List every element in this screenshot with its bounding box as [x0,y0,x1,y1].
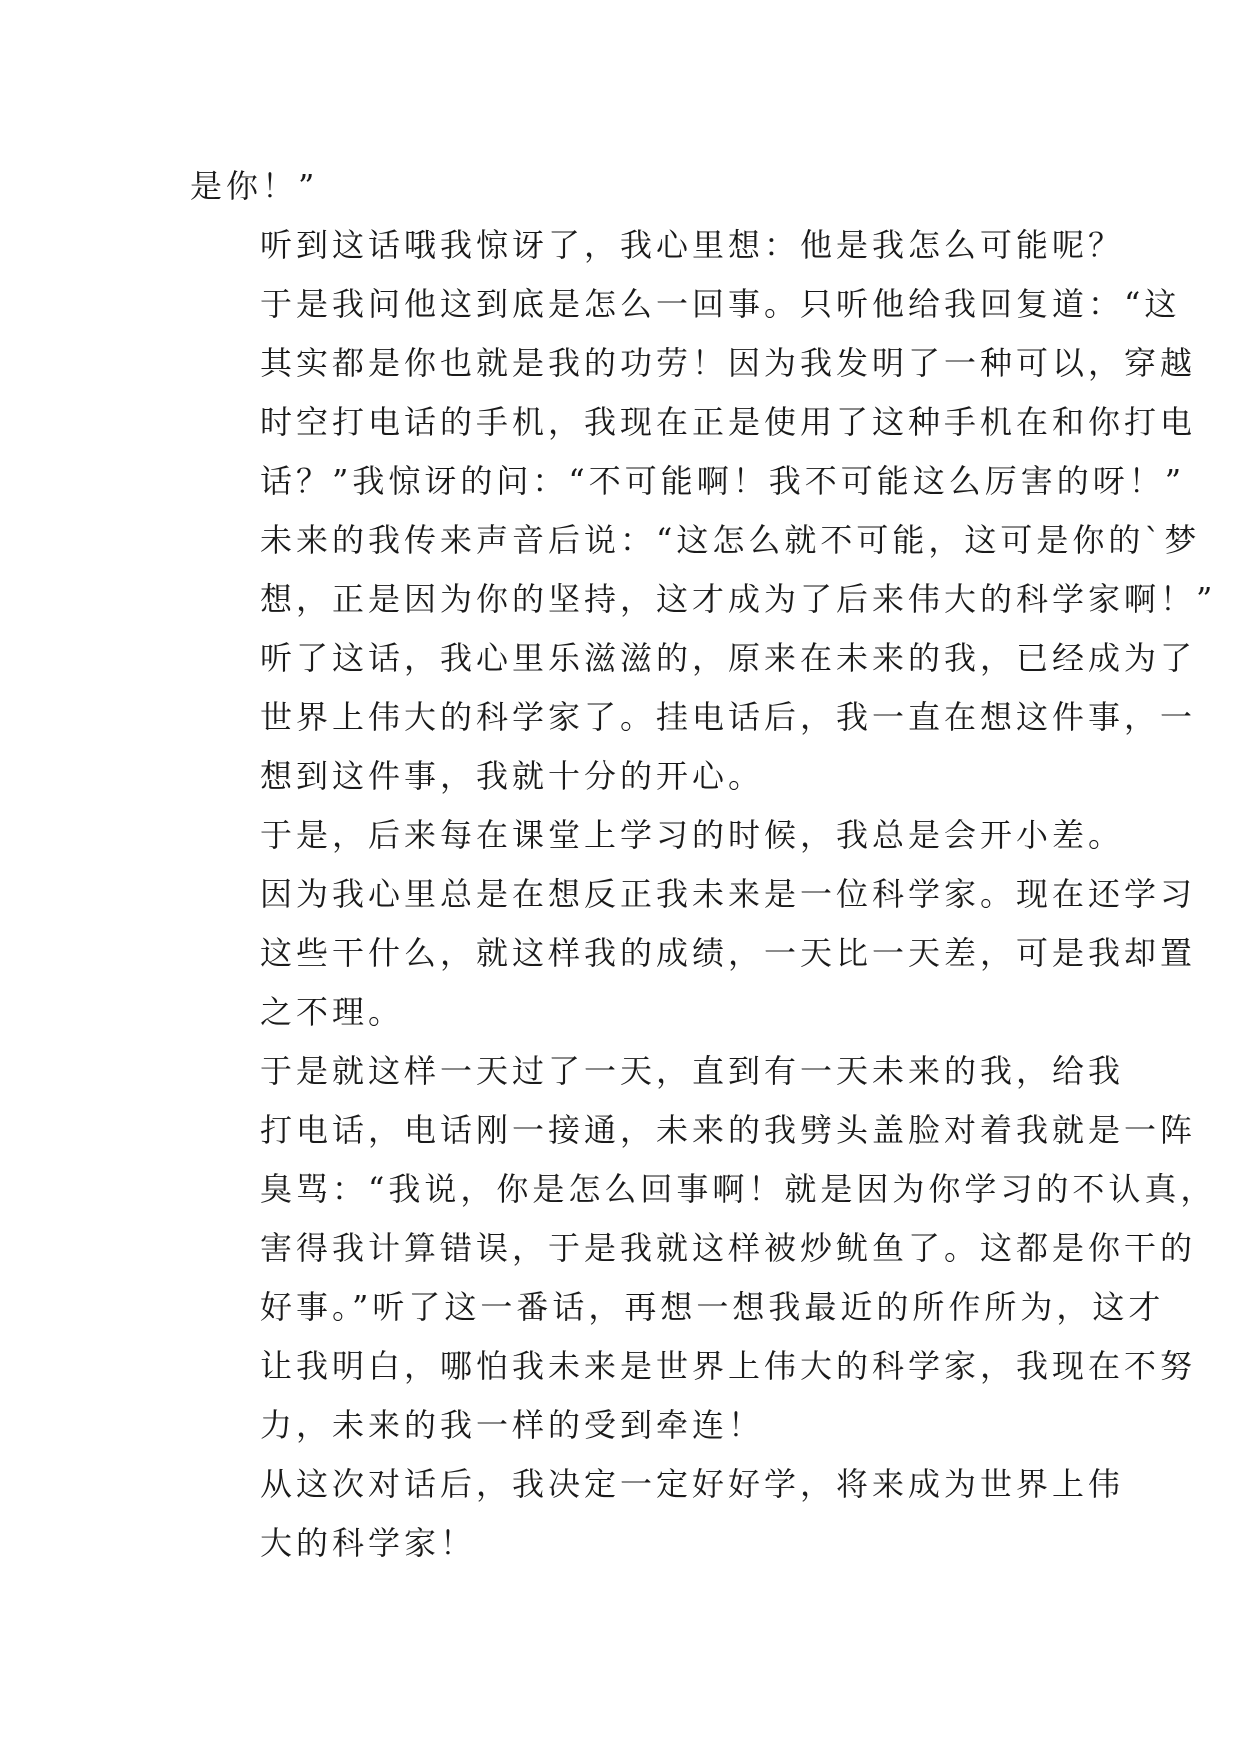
text-line: 因为我心里总是在想反正我未来是一位科学家。现在还学习 [260,875,1197,913]
text-line: 从这次对话后，我决定一定好好学，将来成为世界上伟 [260,1465,1125,1503]
text-line: 大的科学家！ [260,1524,477,1562]
text-line: 好事。”听了这一番话，再想一想我最近的所作所为，这才 [260,1288,1165,1326]
text-line: 未来的我传来声音后说：“这怎么就不可能，这可是你的`梦 [260,521,1201,559]
text-line: 听到这话哦我惊讶了，我心里想：他是我怎么可能呢？ [260,226,1125,264]
text-line: 力，未来的我一样的受到牵连！ [260,1406,765,1444]
paragraph [190,1042,1217,1455]
paragraph [190,806,1197,1042]
text-line: 之不理。 [260,993,405,1031]
text-line: 臭骂：“我说，你是怎么回事啊！就是因为你学习的不认真， [260,1170,1217,1208]
text-line: 时空打电话的手机，我现在正是使用了这种手机在和你打电 [260,403,1197,441]
text-line: 这些干什么，就这样我的成绩，一天比一天差，可是我却置 [260,934,1197,972]
text-line: 其实都是你也就是我的功劳！因为我发明了一种可以，穿越 [260,344,1197,382]
text-line: 想，正是因为你的坚持，这才成为了后来伟大的科学家啊！” [260,580,1217,618]
paragraph [190,216,1217,806]
text-line: 打电话，电话刚一接通，未来的我劈头盖脸对着我就是一阵 [260,1111,1197,1149]
text-line: 于是，后来每在课堂上学习的时候，我总是会开小差。 [260,816,1125,854]
text-line: 于是我问他这到底是怎么一回事。只听他给我回复道：“这 [260,285,1181,323]
paragraph [190,157,1050,216]
text-line: 让我明白，哪怕我未来是世界上伟大的科学家，我现在不努 [260,1347,1197,1385]
paragraph [190,1455,1125,1573]
text-line: 听了这话，我心里乐滋滋的，原来在未来的我，已经成为了 [260,639,1197,677]
text-line: 想到这件事，我就十分的开心。 [260,757,765,795]
text-line: 于是就这样一天过了一天，直到有一天未来的我，给我 [260,1052,1125,1090]
text-line: 世界上伟大的科学家了。挂电话后，我一直在想这件事，一 [260,698,1197,736]
text-line: 是你！” [190,167,319,205]
document-body [190,157,1217,1573]
text-line: 害得我计算错误，于是我就这样被炒鱿鱼了。这都是你干的 [260,1229,1197,1267]
text-line: 话？”我惊讶的问：“不可能啊！我不可能这么厉害的呀！” [260,462,1186,500]
